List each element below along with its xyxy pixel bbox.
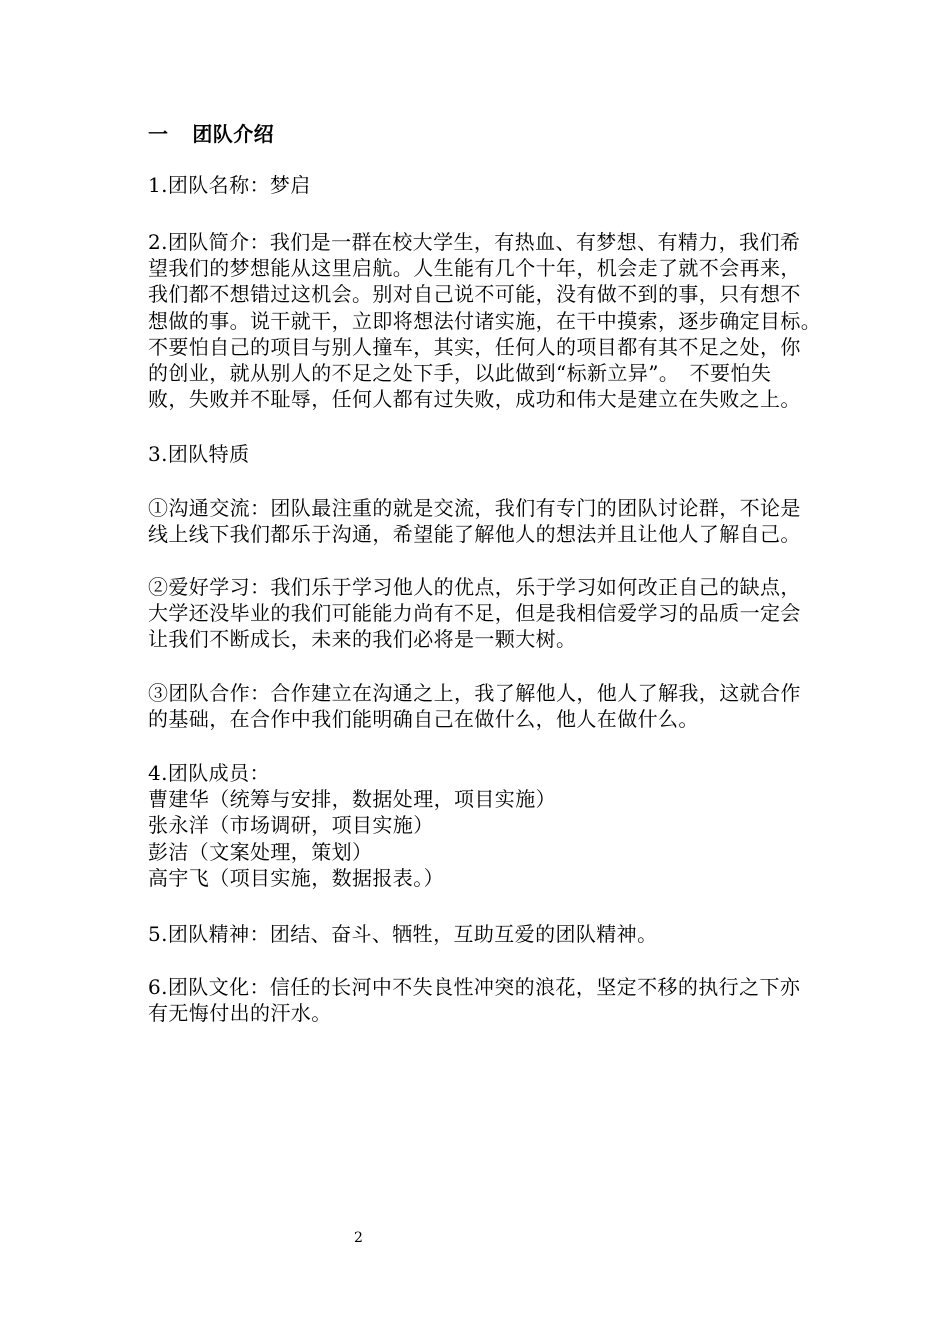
paragraph-intro <box>148 229 828 412</box>
paragraph-trait-communication <box>148 495 828 547</box>
paragraph-culture <box>148 974 828 1026</box>
text-line: 6.团队文化：信任的长河中不失良性冲突的浪花，坚定不移的执行之下亦 <box>148 975 801 999</box>
section-heading <box>148 121 828 147</box>
paragraph-trait-cooperation <box>148 680 828 732</box>
paragraph-traits-title <box>148 441 828 467</box>
text-line: 我们都不想错过这机会。别对自己说不可能，没有做不到的事，只有想不 <box>148 282 801 307</box>
text-line: 4.团队成员： <box>148 761 270 785</box>
text-line: ②爱好学习：我们乐于学习他人的优点，乐于学习如何改正自己的缺点， <box>148 575 801 599</box>
text-line: 1.团队名称：梦启 <box>148 173 311 197</box>
page-number: 2 <box>354 1230 363 1246</box>
text-line: 3.团队特质 <box>148 442 250 466</box>
text-line: 高宇飞（项目实施，数据报表。） <box>148 865 444 890</box>
heading-title: 团队介绍 <box>192 122 275 146</box>
paragraph-spirit <box>148 921 828 947</box>
paragraph-trait-learning <box>148 574 828 653</box>
text-line: 想做的事。说干就干，立即将想法付诸实施，在干中摸索，逐步确定目标。 <box>148 308 822 333</box>
text-line: 让我们不断成长，未来的我们必将是一颗大树。 <box>148 627 577 652</box>
text-line: 大学还没毕业的我们可能能力尚有不足，但是我相信爱学习的品质一定会 <box>148 601 801 626</box>
text-line: 望我们的梦想能从这里启航。人生能有几个十年，机会走了就不会再来， <box>148 256 801 281</box>
paragraph-name <box>148 172 828 198</box>
text-line: 彭洁（文案处理，策划） <box>148 839 373 864</box>
text-line: ③团队合作：合作建立在沟通之上，我了解他人，他人了解我，这就合作 <box>148 681 801 705</box>
text-line: 的创业，就从别人的不足之处下手，以此做到“标新立异”。 不要怕失 <box>148 361 772 386</box>
text-line: 不要怕自己的项目与别人撞车，其实，任何人的项目都有其不足之处，你 <box>148 334 801 359</box>
text-line: ①沟通交流：团队最注重的就是交流，我们有专门的团队讨论群，不论是 <box>148 496 801 520</box>
text-line: 5.团队精神：团结、奋斗、牺牲，互助互爱的团队精神。 <box>148 922 658 946</box>
text-line: 败，失败并不耻辱，任何人都有过失败，成功和伟大是建立在失败之上。 <box>148 387 801 412</box>
text-line: 曹建华（统筹与安排，数据处理，项目实施） <box>148 787 556 812</box>
text-line: 有无悔付出的汗水。 <box>148 1001 332 1026</box>
text-line: 2.团队简介：我们是一群在校大学生，有热血、有梦想、有精力，我们希 <box>148 230 801 254</box>
text-line: 的基础，在合作中我们能明确自己在做什么，他人在做什么。 <box>148 707 699 732</box>
text-line: 张永洋（市场调研，项目实施） <box>148 813 434 838</box>
paragraph-members <box>148 760 828 891</box>
text-line: 线上线下我们都乐于沟通，希望能了解他人的想法并且让他人了解自己。 <box>148 522 801 547</box>
heading-number: 一 <box>148 122 169 146</box>
